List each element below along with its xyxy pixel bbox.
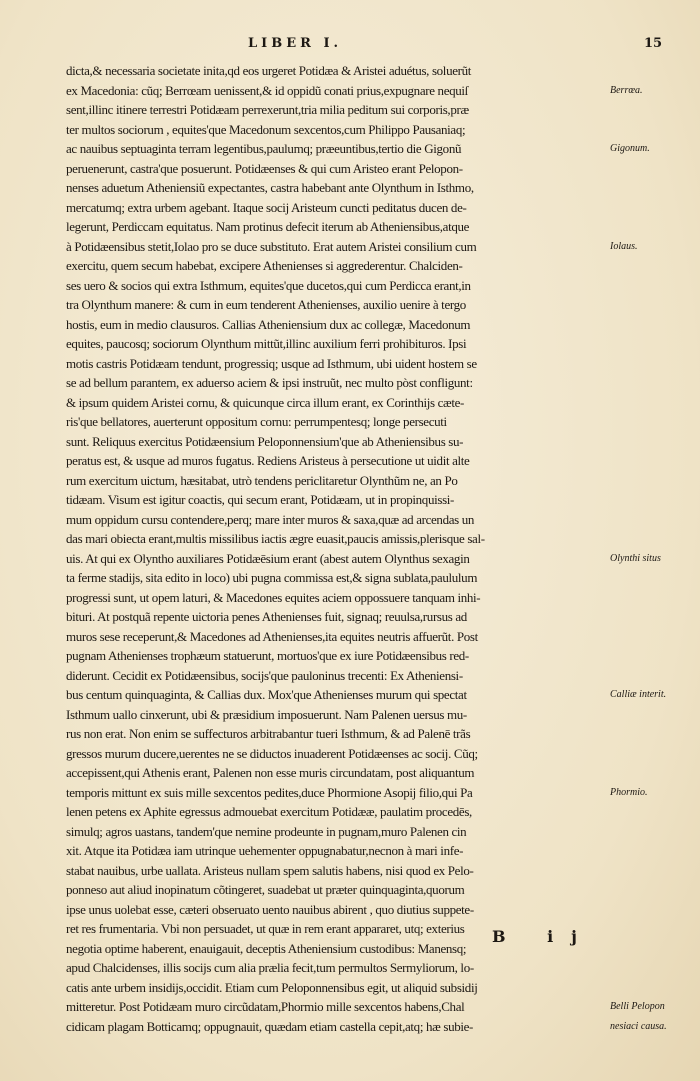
text-line: pugnam Athenienses trophæum statuerunt, mortuos'que ex iure Potidæensibus red- [66, 648, 469, 663]
text-line: ses uero & socios qui extra Isthmum, equites'que ducetos,qui cum Perdicca erant,in [66, 277, 471, 293]
text-line: equites, paucosq; sociorum Olynthum mittũt,illinc auxilium ferri prohibituros. Ipsi [66, 336, 467, 351]
text-line: das mari obiecta erant,multis missilibus iactis ægre euasit,paucis amissis,plerisque sal- [66, 531, 485, 546]
text-line: ac nauibus septuaginta terram legentibus,paulumq; præeuntibus,tertio die Gigonũ [66, 141, 462, 156]
text-line: muros sese receperunt,& Macedones ad Athenienses,ita equites neutris affuerũt. Post [66, 628, 478, 644]
text-line: negotia optime haberent, enauigauit, deceptis Atheniensium custodibus: Manensq; [66, 940, 467, 956]
text-line: sent,illinc itinere terrestri Potidæam perrexerunt,tria milia peditum sui corporis,præ [66, 102, 469, 117]
text-line: legerunt, Perdiccam equitatus. Nam protinus defecit iterum ab Atheniensibus,atque [66, 219, 470, 234]
text-line: Isthmum uallo cinxerunt, ubi & præsidium imposuerunt. Nam Palenen uersus mu- [66, 706, 467, 722]
text-line: tidæam. Visum est igitur coactis, qui secum erant, Potidæam, ut in propinquissi- [66, 492, 455, 507]
text-line: nenses aduetum Atheniensiũ expectantes, castra habebant ante Olynthum in Isthmo, [66, 180, 474, 195]
text-line: simulq; agros uastans, tandem'que nemine prodeunte in pugnam,muro Palenen cin [66, 823, 467, 839]
margin-note: Gigonum. [610, 143, 650, 154]
margin-note: Phormio. [610, 786, 648, 798]
text-line: ipse unus uolebat esse, cæteri obseruato uento nauibus abirent , quo diutius suppete- [66, 901, 474, 917]
running-title: LIBER I. [248, 36, 343, 51]
body-text [66, 61, 606, 1036]
text-line: dicta,& necessaria societate inita,qd eos urgeret Potidæa & Aristei aduétus, soluerũt [66, 63, 472, 78]
text-line: ter multos sociorum , equites'que Macedonum sexcentos,cum Philippo Pausaniaq; [66, 121, 466, 137]
margin-note: Berrœa. [610, 84, 643, 96]
text-line: bus centum quinquaginta, & Callias dux. Mox'que Athenienses murum qui spectat [66, 687, 467, 702]
text-line: ris'que bellatores, auerterunt oppositum cornu: perrumpentesq; longe persecuti [66, 414, 447, 429]
text-line: bituri. At postquã repente uictoria penes Athenienses fuit, signaq; reuulsa,rursus ad [66, 609, 467, 624]
text-line: peratus est, & usque ad muros fugatus. Rediens Aristeus à persecutione ut uidit alte [66, 453, 470, 468]
text-line: lenen petens ex Aphite egressus admouebat exercitum Potidææ, paulatim procedēs, [66, 804, 472, 819]
page-number: 15 [644, 36, 663, 51]
text-line: progressi sunt, ut opem laturi, & Macedones equites aciem oppossuere tanquam inhi- [66, 589, 481, 605]
text-line: tra Olynthum manere: & cum in eum tenderent Athenienses, auxilio uenire à tergo [66, 297, 466, 312]
text-line: mitteretur. Post Potidæam muro circũdatam,Phormio mille sexcentos habens,Chal [66, 999, 465, 1014]
text-line: hostis, eum in medio clausuros. Callias Atheniensium dux ac collegæ, Macedonum [66, 316, 471, 332]
text-line: & ipsum quidem Aristei cornu, & quicunque circa illum erant, ex Corinthijs cæte- [66, 394, 465, 410]
margin-note: Belli Pelopon [610, 1001, 665, 1012]
text-line: accepissent,qui Athenis erant, Palenen non esse muris circundatam, post aliquantum [66, 765, 475, 780]
text-line: peruenerunt, castra'que posuerunt. Potidæenses & qui cum Aristeo erant Pelopon- [66, 160, 463, 176]
text-line: rum exercitum uictum, hæsitabat, utrò tendens periclitaretur Olynthũm ne, an Po [66, 472, 458, 488]
text-line: xit. Atque ita Potidæa iam utrinque uehementer oppugnabatur,necnon à mari infe- [66, 843, 464, 858]
margin-note: Calliæ interit. [610, 689, 667, 700]
text-line: gressos murum ducere,uerentes ne se diductos inuaderent Potidæenses ac socij. Cũq; [66, 745, 478, 761]
text-line: cidicam plagam Botticamq; oppugnauit, quædam etiam castella cepit,atq; hæ subie- [66, 1018, 474, 1034]
text-line: motis castris Potidæam tendunt, progressiq; usque ad Isthmum, ubi uident hostem se [66, 355, 477, 371]
text-line: diderunt. Cecidit ex Potidæensibus, socijs'que pauloninus trecenti: Ex Atheniensi- [66, 667, 463, 683]
text-line: apud Chalcidenses, illis socijs cum alia prælia fecit,tum permultos Sermyliorum, lo- [66, 960, 474, 975]
margin-note: nesiaci causa. [610, 1020, 667, 1032]
text-line: ret res frumentaria. Vbi non persuadet, ut quæ in rem erant appararet, utq; exterius [66, 921, 465, 936]
margin-note: Iolaus. [610, 240, 638, 252]
text-line: rus non erat. Non enim se suffecturos arbitrabantur tueri Isthmum, & ad Palenē trãs [66, 726, 471, 741]
text-line: mum oppidum cursu contendere,perq; mare inter muros & saxa,quæ ad arcendas un [66, 511, 475, 527]
margin-note: Olynthi situs [610, 552, 661, 564]
text-line: uis. At qui ex Olyntho auxiliares Potidæēsium erant (abest autem Olynthus sexagin [66, 550, 470, 566]
text-line: sunt. Reliquus exercitus Potidæensium Peloponnensium'que ab Atheniensibus su- [66, 433, 464, 449]
signature-mark: B ij [492, 927, 595, 946]
text-line: exercitu, quem secum habebat, excipere Athenienses si aggrederentur. Chalciden- [66, 258, 463, 273]
text-line: stabat nauibus, urbe uallata. Aristeus nullam spem salutis habens, nisi quod ex Pelo- [66, 862, 474, 878]
text-line: ponneso aut aliud inopinatum cõtingeret, suadebat ut præter quinquaginta,quorum [66, 882, 465, 897]
text-line: se ad bellum parantem, ex aduerso aciem & ipsi instruũt, nec multo pòst confligunt: [66, 375, 473, 390]
text-line: catis ante urbem insidijs,occidit. Etiam cum Peloponnensibus egit, ut aliquid subsidij [66, 979, 478, 995]
text-line: temporis mittunt ex suis mille sexcentos pedites,duce Phormione Asopij filio,qui Pa [66, 784, 473, 800]
text-line: ta ferme stadijs, sita edito in loco) ubi pugna commissa est,& signa sublata,paululum [66, 570, 478, 585]
text-line: ex Macedonia: cũq; Berrœam uenissent,& id oppidũ conati prius,expugnare nequiſ [66, 82, 468, 98]
text-line: mercatumq; extra urbem agebant. Itaque socij Aristeum cuncti peditatus ducen de- [66, 199, 467, 215]
text-line: à Potidæensibus stetit,Iolao pro se duce substituto. Erat autem Aristei consilium cum [66, 238, 477, 254]
